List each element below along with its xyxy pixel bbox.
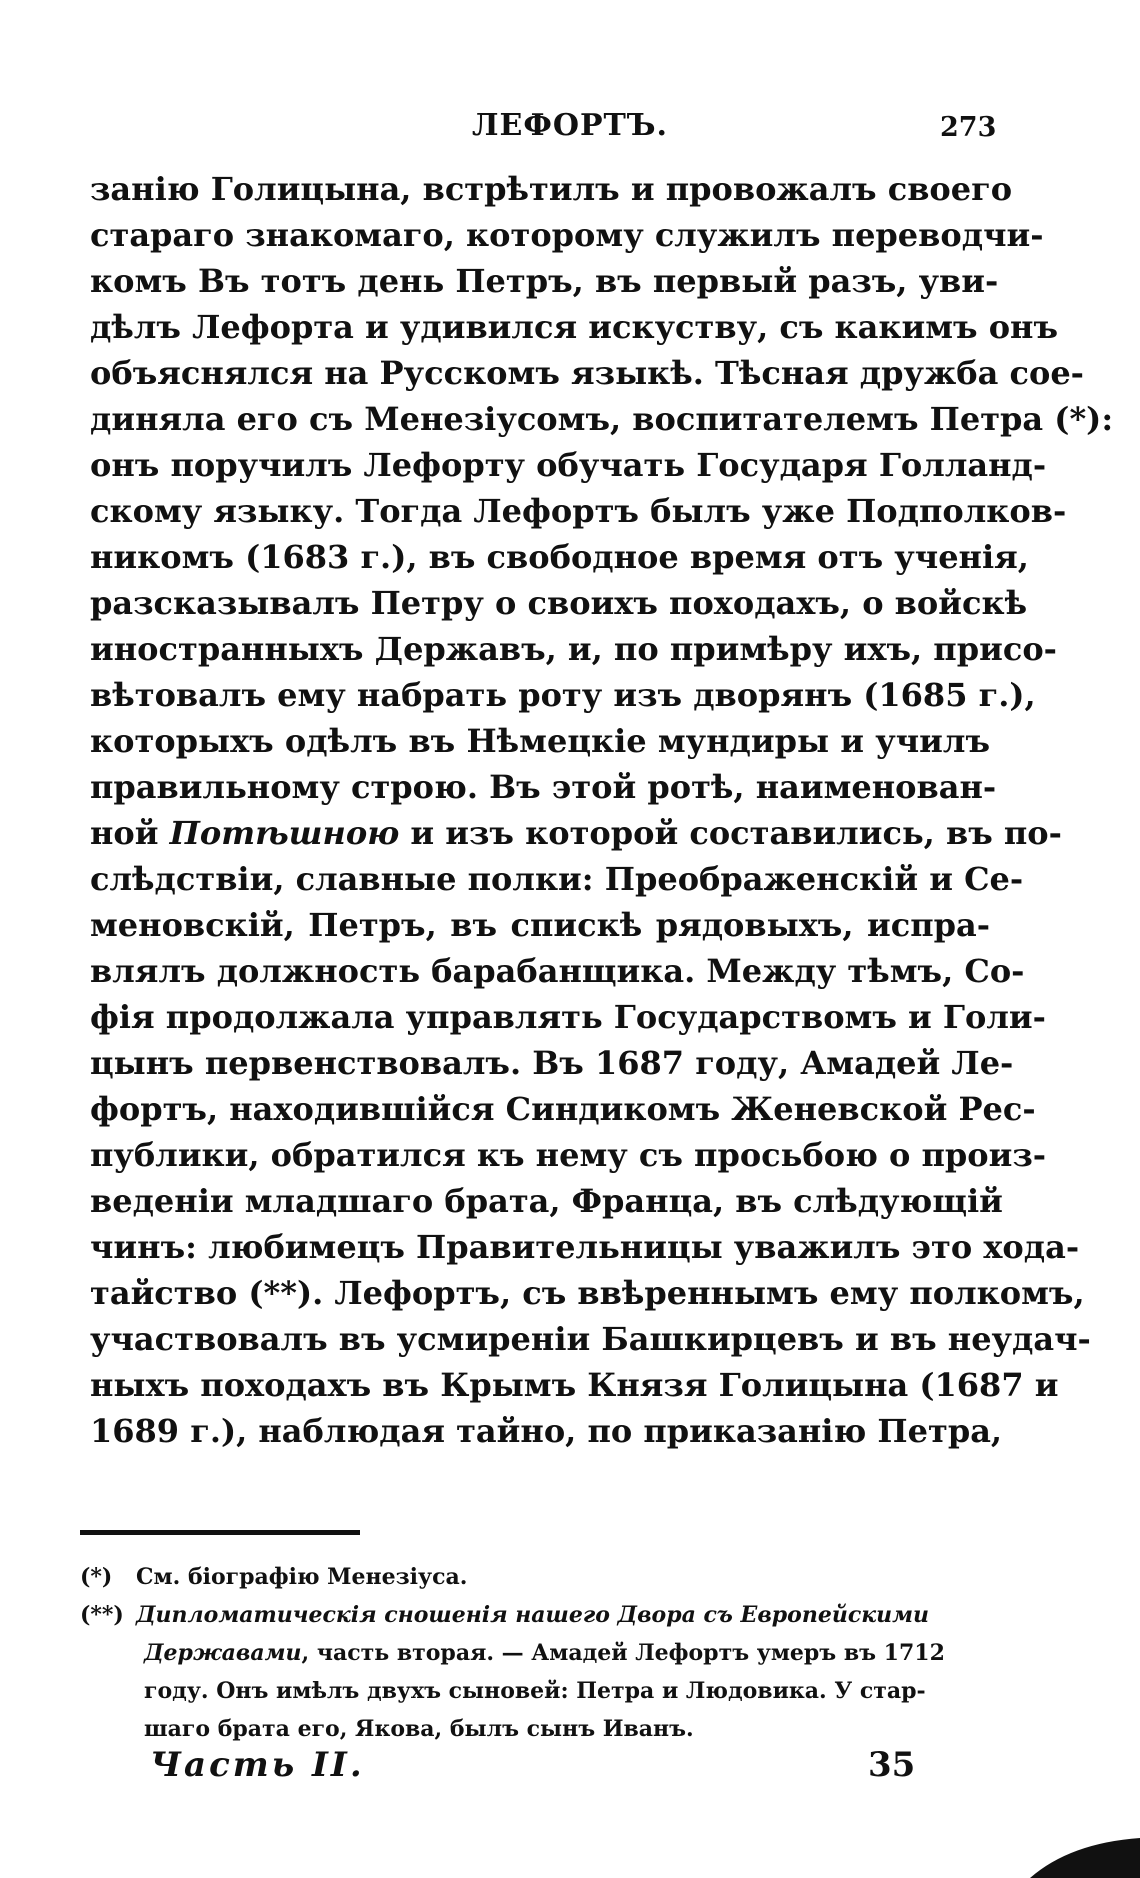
footnotes bbox=[80, 1558, 990, 1748]
italic-term: Потѣшною bbox=[169, 814, 400, 852]
body-line-mixed bbox=[90, 810, 1062, 856]
footnote-2-line bbox=[80, 1634, 990, 1672]
body-line: фія продолжала управлять Государствомъ и Голи- bbox=[90, 998, 1046, 1036]
body-line-start: ной bbox=[90, 814, 170, 852]
body-line: которыхъ одѣлъ въ Нѣмецкіе мундиры и училъ bbox=[90, 722, 990, 760]
body-line: фортъ, находившійся Синдикомъ Женевской Рес- bbox=[90, 1090, 1036, 1128]
body-line: стараго знакомаго, которому служилъ переводчи- bbox=[90, 216, 1044, 254]
body-line: дѣлъ Лефорта и удивился искуству, съ какимъ онъ bbox=[90, 308, 1059, 346]
footnote-2-line: шаго брата его, Якова, былъ сынъ Иванъ. bbox=[144, 1716, 694, 1742]
body-line: онъ поручилъ Лефорту обучать Государя Голланд- bbox=[90, 446, 1047, 484]
body-text bbox=[90, 166, 1114, 1454]
body-line: влялъ должность барабанщика. Между тѣмъ, Со- bbox=[90, 952, 1025, 990]
running-title: ЛЕФОРТЪ. bbox=[471, 108, 668, 143]
body-line: веденіи младшаго брата, Франца, въ слѣдующій bbox=[90, 1182, 1003, 1220]
body-line: тайство (**). Лефортъ, съ ввѣреннымъ ему полкомъ, bbox=[90, 1274, 1085, 1312]
body-line: диняла его съ Менезіусомъ, воспитателемъ Петра (*): bbox=[90, 400, 1114, 438]
body-line: занію Голицына, встрѣтилъ и провожалъ своего bbox=[90, 170, 1013, 208]
scan-corner-smudge bbox=[1030, 1838, 1140, 1878]
body-line: публики, обратился къ нему съ просьбою о произ- bbox=[90, 1136, 1047, 1174]
footnote-text: , часть вторая. — Амадей Лефортъ умеръ въ 1712 bbox=[301, 1640, 945, 1666]
footnote-mark: (*) bbox=[80, 1564, 113, 1590]
body-line: иностранныхъ Державъ, и, по примѣру ихъ, присо- bbox=[90, 630, 1057, 668]
body-line: скому языку. Тогда Лефортъ былъ уже Подполков- bbox=[90, 492, 1067, 530]
footnote-text: См. біографію Менезіуса. bbox=[136, 1564, 468, 1590]
footnote-italic-title: Дипломатическія сношенія нашего Двора съ Европейскими bbox=[136, 1602, 930, 1628]
body-line: ныхъ походахъ въ Крымъ Князя Голицына (1687 и bbox=[90, 1366, 1059, 1404]
sheet-number: 35 bbox=[868, 1745, 916, 1785]
body-line: слѣдствіи, славные полки: Преображенскій и Се- bbox=[90, 860, 1024, 898]
footnote-2-line: году. Онъ имѣлъ двухъ сыновей: Петра и Людовика. У стар- bbox=[144, 1678, 926, 1704]
footnote-rule bbox=[80, 1530, 360, 1535]
body-line: цынъ первенствовалъ. Въ 1687 году, Амадей Ле- bbox=[90, 1044, 1014, 1082]
footnote-italic-title: Державами bbox=[144, 1640, 302, 1666]
body-line-rest: и изъ которой составились, въ по- bbox=[399, 814, 1062, 852]
body-line: вѣтовалъ ему набрать роту изъ дворянъ (1685 г.), bbox=[90, 676, 1036, 714]
body-line: 1689 г.), наблюдая тайно, по приказанію Петра, bbox=[90, 1412, 1003, 1450]
footnote-1 bbox=[80, 1558, 990, 1596]
footnote-mark: (**) bbox=[80, 1602, 124, 1628]
body-line: разсказывалъ Петру о своихъ походахъ, о войскѣ bbox=[90, 584, 1028, 622]
body-line: чинъ: любимецъ Правительницы уважилъ это хода- bbox=[90, 1228, 1080, 1266]
body-line: объяснялся на Русскомъ языкѣ. Тѣсная дружба сое- bbox=[90, 354, 1084, 392]
body-line: комъ Въ тотъ день Петръ, въ первый разъ, уви- bbox=[90, 262, 999, 300]
body-line: никомъ (1683 г.), въ свободное время отъ ученія, bbox=[90, 538, 1029, 576]
page-number: 273 bbox=[940, 112, 997, 143]
body-line: участвовалъ въ усмиреніи Башкирцевъ и въ неудач- bbox=[90, 1320, 1091, 1358]
footnote-2 bbox=[80, 1596, 990, 1634]
body-line: меновскій, Петръ, въ спискѣ рядовыхъ, испра- bbox=[90, 906, 990, 944]
signature-mark: Часть II. bbox=[150, 1745, 365, 1785]
body-line: правильному строю. Въ этой ротѣ, наименован- bbox=[90, 768, 997, 806]
